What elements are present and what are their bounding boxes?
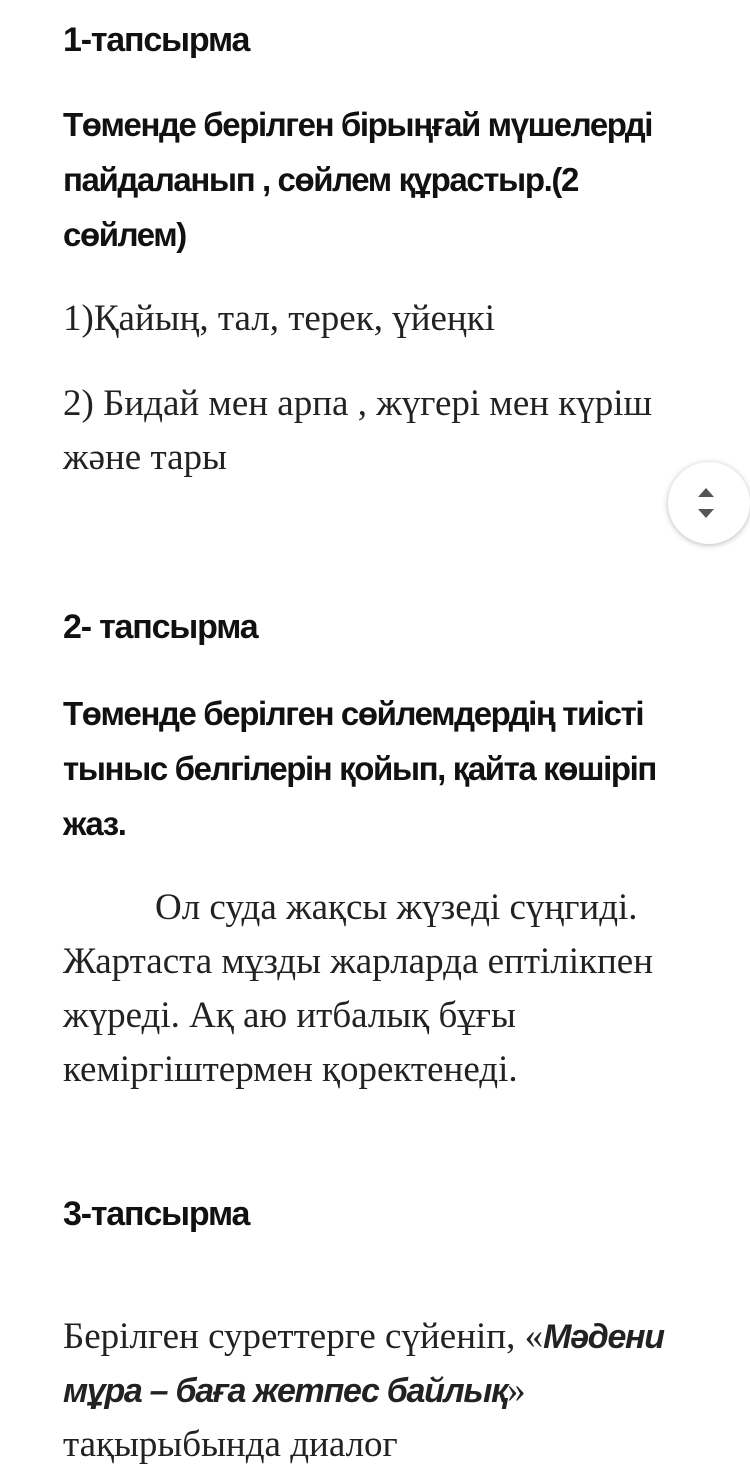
- scroll-button[interactable]: [668, 462, 750, 544]
- task1-item2: 2) Бидай мен арпа , жүгері мен күріш және тары: [63, 383, 653, 478]
- task1-heading: 1-тапсырма: [63, 21, 250, 59]
- task3-text-after: » тақырыбында диалог: [63, 1370, 526, 1465]
- up-down-arrows-icon: [694, 484, 718, 522]
- task3-text-title: Мәдени мұра – баға жетпес байлық: [63, 1318, 664, 1410]
- task2-instruction: Төменде берілген сөйлемдердің тиісті тыныс белгілерін қойып, қайта көшіріп жаз.: [63, 695, 656, 842]
- task1-item1: 1)Қайың, тал, терек, үйеңкі: [63, 298, 495, 339]
- task3-text: [63, 1310, 673, 1472]
- task2-text: Ол суда жақсы жүзеді сүңгиді. Жартаста мұзды жарларда ептілікпен жүреді. Ақ аю итбалық бұғы кеміргіштермен қоректенеді.: [63, 887, 654, 1090]
- task3-text-before: Берілген суреттерге сүйеніп, «: [63, 1316, 544, 1357]
- task2-heading: 2- тапсырма: [63, 608, 258, 646]
- task3-heading: 3-тапсырма: [63, 1195, 250, 1233]
- task1-instruction: Төменде берілген бірыңғай мүшелерді пайдаланып , сөйлем құрастыр.(2 сөйлем): [63, 106, 653, 253]
